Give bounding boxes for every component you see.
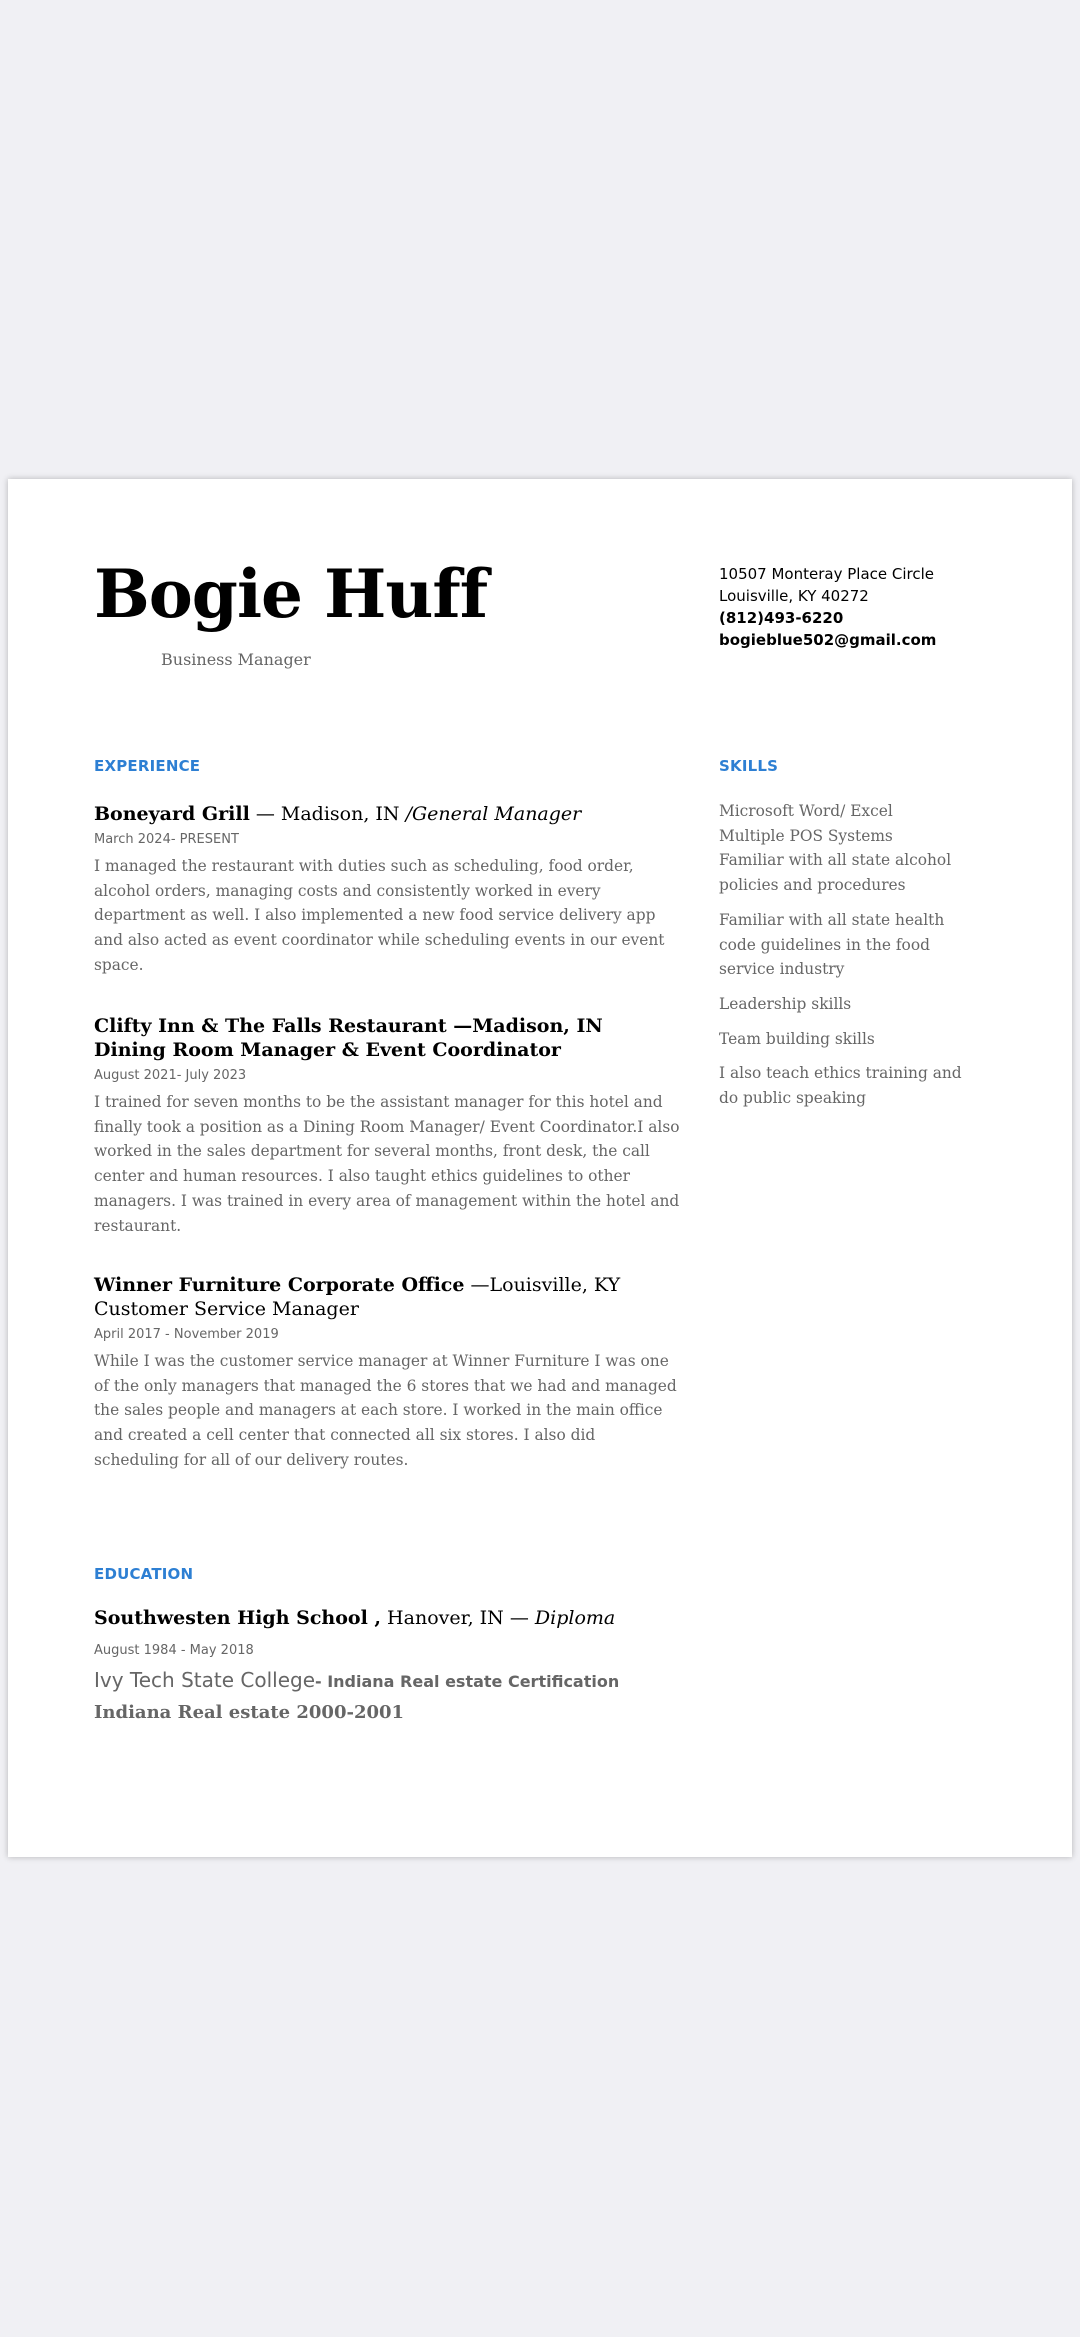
- education-date: August 1984 - May 2018: [94, 1643, 254, 1658]
- experience-heading: EXPERIENCE: [94, 757, 201, 775]
- address-line-1: 10507 Monteray Place Circle: [719, 565, 934, 583]
- job-description: I managed the restaurant with duties such as scheduling, food order, alcohol orders, managing costs and consistently worked in every department as well. I also implemented a new food service delivery app and also acted as event coordinator while scheduling events in our event space.: [94, 857, 665, 974]
- job-title: [94, 1014, 684, 1062]
- education-school: [94, 1607, 615, 1629]
- school-degree: Diploma: [534, 1607, 616, 1629]
- skill-item: Microsoft Word/ Excel Multiple POS Systems Familiar with all state alcohol policies and procedures: [719, 802, 952, 895]
- school-location: Hanover, IN —: [381, 1607, 535, 1629]
- job-company: Clifty Inn & The Falls Restaurant —Madison, IN: [94, 1015, 603, 1037]
- college-name: Ivy Tech State College: [94, 1668, 315, 1692]
- job-title: [94, 1273, 684, 1321]
- skill-item: Team building skills: [719, 1029, 875, 1048]
- job-location: — Madison, IN: [249, 803, 406, 825]
- job-entry: [94, 1273, 684, 1473]
- contact-block: [719, 563, 1049, 651]
- school-name: Southwesten High School ,: [94, 1607, 382, 1629]
- resume-subtitle: Business Manager: [161, 650, 311, 669]
- skill-item: Leadership skills: [719, 994, 852, 1013]
- job-date: March 2024- PRESENT: [94, 832, 239, 847]
- email-address[interactable]: bogieblue502@gmail.com: [719, 631, 937, 649]
- skill-item: I also teach ethics training and do public speaking: [719, 1064, 962, 1108]
- job-role: Customer Service Manager: [94, 1298, 359, 1320]
- address-line-2: Louisville, KY 40272: [719, 587, 869, 605]
- job-entry: [94, 1014, 684, 1238]
- job-role: /General Manager: [405, 803, 582, 825]
- job-entry: [94, 802, 684, 978]
- education-realestate: Indiana Real estate 2000-2001: [94, 1702, 405, 1723]
- job-date: August 2021- July 2023: [94, 1068, 247, 1083]
- job-company: Boneyard Grill: [94, 803, 250, 825]
- college-certification: - Indiana Real estate Certification: [315, 1672, 620, 1691]
- education-college: [94, 1668, 619, 1692]
- skills-heading: SKILLS: [719, 757, 779, 775]
- job-date: April 2017 - November 2019: [94, 1327, 279, 1342]
- resume-page: [8, 479, 1072, 1857]
- skills-list: [719, 799, 979, 1121]
- phone-number[interactable]: (812)493-6220: [719, 609, 844, 627]
- job-location: —Louisville, KY: [464, 1274, 621, 1296]
- job-role: Dining Room Manager & Event Coordinator: [94, 1039, 561, 1061]
- job-company: Winner Furniture Corporate Office: [94, 1274, 465, 1296]
- skill-item: Familiar with all state health code guidelines in the food service industry: [719, 910, 945, 979]
- education-heading: EDUCATION: [94, 1565, 194, 1583]
- resume-name: Bogie Huff: [94, 555, 488, 633]
- job-title: [94, 802, 684, 826]
- job-description: I trained for seven months to be the assistant manager for this hotel and finally took a position as a Dining Room Manager/ Event Coordinator.I also worked in the sales department for several months, front desk, the call center and human resources. I also taught ethics guidelines to other managers. I was trained in every area of management within the hotel and restaurant.: [94, 1093, 680, 1235]
- job-description: While I was the customer service manager at Winner Furniture I was one of the only managers that managed the 6 stores that we had and managed the sales people and managers at each store. I worked in the main office and created a cell center that connected all six stores. I also did scheduling for all of our delivery routes.: [94, 1352, 677, 1469]
